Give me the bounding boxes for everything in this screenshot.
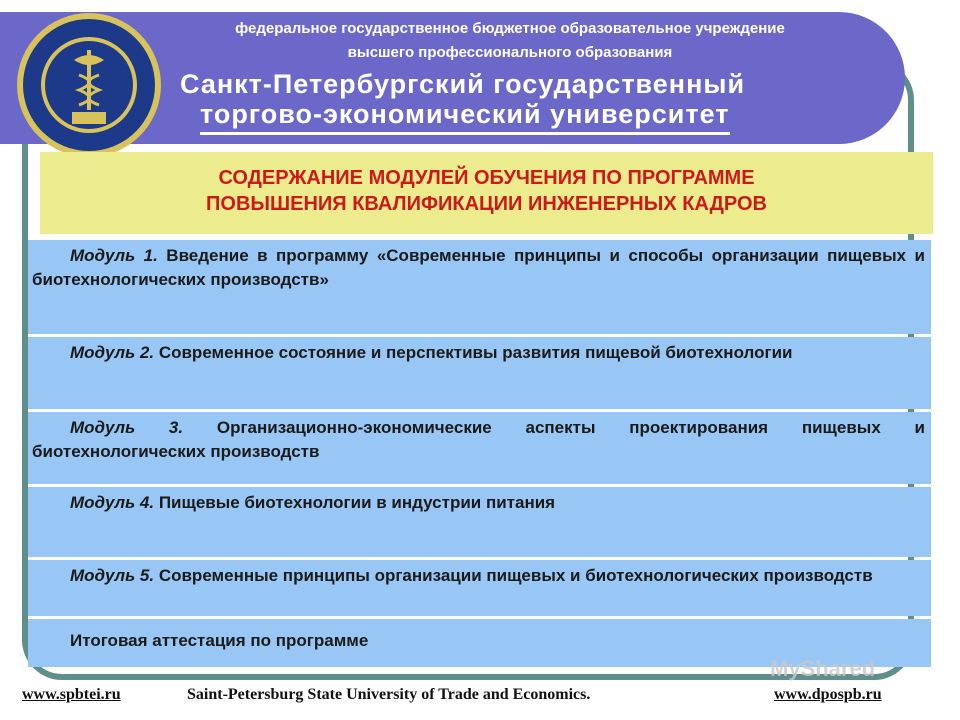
footer-university-name: Saint-Petersburg State University of Trade and Economics. [187,686,591,703]
module-text: Организационно-экономические аспекты проектирования пищевых и биотехнологических производств [32,418,925,461]
module-number: Модуль 2. [70,343,155,362]
module-4 [28,487,931,557]
module-text: Пищевые биотехнологии в индустрии питания [154,493,556,512]
university-seal-icon [14,10,164,160]
footer-link-spbtei[interactable]: www.spbtei.ru [22,686,121,703]
module-2 [28,337,931,409]
module-number: Модуль 3. [70,418,184,437]
module-number: Модуль 1. [70,246,158,265]
footer [0,686,960,710]
title-banner [40,152,933,234]
modules-list [28,240,931,670]
module-number: Модуль 4. [70,493,155,512]
university-name-line1: Санкт-Петербургский государственный [180,69,746,99]
header-subtitle-line1: федеральное государственное бюджетное образовательное учреждение [235,20,785,37]
banner-title-line2: ПОВЫШЕНИЯ КВАЛИФИКАЦИИ ИНЖЕНЕРНЫХ КАДРОВ [206,193,767,215]
module-text: Современные принципы организации пищевых и биотехнологических производств [154,566,873,585]
module-text: Современное состояние и перспективы развития пищевой биотехнологии [154,343,793,362]
module-number: Модуль 5. [70,566,155,585]
footer-link-dpospb[interactable]: www.dpospb.ru [774,686,882,703]
module-3 [28,412,931,484]
module-text: Введение в программу «Современные принципы и способы организации пищевых и биотехнологических производств» [32,246,925,289]
header-subtitle-line2: высшего профессионального образования [347,44,673,61]
university-name-line2: торгово-экономический университет [200,98,730,135]
module-1 [28,240,931,334]
watermark: MyShared [770,656,876,681]
banner-title-line1: СОДЕРЖАНИЕ МОДУЛЕЙ ОБУЧЕНИЯ ПО ПРОГРАММЕ [218,167,755,189]
module-5 [28,560,931,616]
module-text: Итоговая аттестация по программе [70,631,369,650]
